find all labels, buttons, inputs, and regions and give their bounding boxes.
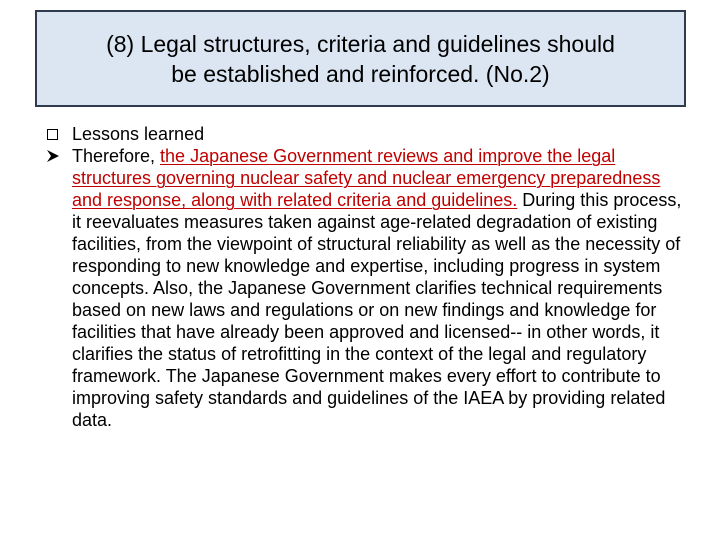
highlighted-statement: the Japanese Government reviews and improve the legal structures governing nuclear safety and nuclear emergency preparedness and response, along with related criteria and guidelines. [72,146,661,210]
slide-title-line-2: be established and reinforced. (No.2) [171,60,550,87]
arrow-right-icon [46,145,66,167]
bullet-intro-text: Therefore, [72,146,161,166]
bullet-paragraph [72,145,684,431]
bullet-therefore [44,145,684,431]
hollow-square-icon [46,123,66,145]
slide-title [51,29,671,89]
slide-body [44,123,684,431]
slide-title-box [35,10,686,107]
bullet-lessons-learned [44,123,684,145]
bullet-text: Lessons learned [72,124,205,144]
slide-title-line-1: (8) Legal structures, criteria and guidelines should [106,30,615,57]
bullet-body-text: During this process, it reevaluates measures taken against age-related degradation of existing facilities, from the viewpoint of structural reliability as well as the necessity of responding to new knowledge and expertise, including progress in system concepts. Also, the Japanese Government clarifies technical requirements based on new laws and regulations or on new findings and knowledge for facilities that have already been approved and licensed-- in other words, it clarifies the status of retrofitting in the context of the legal and regulatory framework. The Japanese Government makes every effort to contribute to improving safety standards and guidelines of the IAEA by providing related data. [72,190,682,430]
